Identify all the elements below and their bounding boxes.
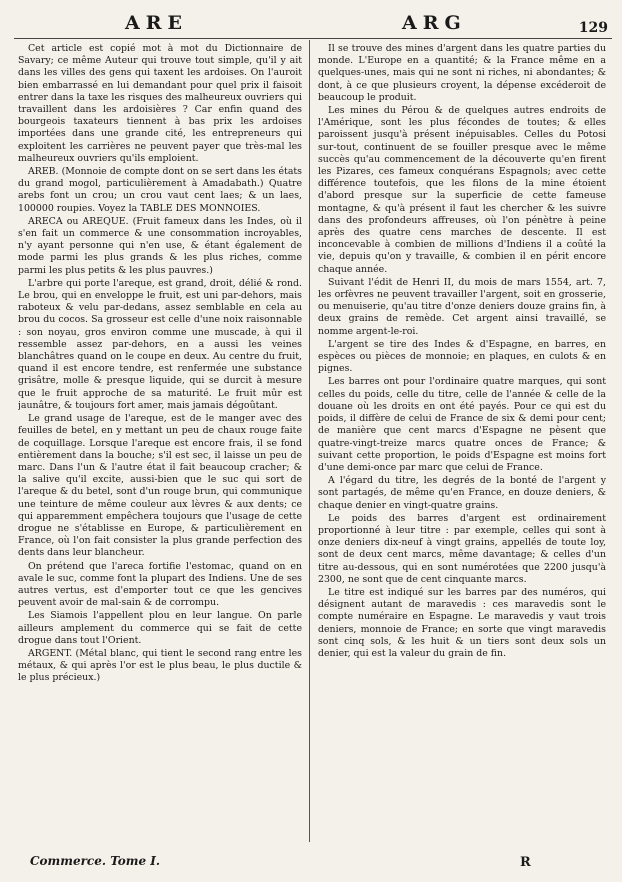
- paragraph: ARECA ou AREQUE. (Fruit fameux dans les Indes, où il s'en fait un commerce & une consommation incroyables, n'y ayant personne qui n'en use, & étant également de mode parmi les plus grands & les plus riches, comme parmi les plus petits & les plus pauvres.): [18, 215, 302, 276]
- paragraph: ARGENT. (Métal blanc, qui tient le second rang entre les métaux, & qui après l'or est le plus beau, le plus ductile & le plus précieux.): [18, 647, 302, 684]
- paragraph: Le titre est indiqué sur les barres par des numéros, qui désignent autant de maravedis : ces maravedis sont le compte numéraire en Espagne. Le maravedis y vaut trois deniers, monnoie de France; en sorte que vingt maravedis sont cinq sols, & les huit & un tiers sont deux sols un denier, qui est la valeur du grain de fin.: [318, 586, 606, 659]
- left-column: [18, 43, 302, 844]
- page-number: 129: [578, 20, 608, 36]
- paragraph: Le grand usage de l'areque, est de le manger avec des feuilles de betel, en y mettant un peu de chaux rouge faite de coquillage. Lorsque l'areque est encore frais, il se fond entièrement dans la bouche; s'il est sec, il laisse un peu de marc. Dans l'un & l'autre état il fait beaucoup cracher; & la salive qu'il excite, aussi-bien que le suc qui sort de l'areque & du betel, sont d'un rouge brun, qui communique une teinture de même couleur aux lèvres & aux dents; ce qui apparemment empêchera toujours que l'usage de cette drogue ne s'établisse en Europe, & particulièrement en France, où l'on fait consister la plus grande perfection des dents dans leur blancheur.: [18, 413, 302, 559]
- paragraph: L'arbre qui porte l'areque, est grand, droit, délié & rond. Le brou, qui en enveloppe le fruit, est uni par-dehors, mais raboteux & velu par-dedans, assez semblable en cela au brou du cocos. Sa grosseur est celle d'une noix raisonnable : son noyau, gros environ comme une muscade, à qui il ressemble assez par-dehors, en a aussi les veines blanchâtres quand on le coupe en deux. Au centre du fruit, quand il est encore tendre, est renfermée une substance grisâtre, molle & presque liquide, qui se durcit à mesure que le fruit approche de sa maturité. Le fruit mûr est jaunâtre, & toujours fort amer, mais jamais dégoûtant.: [18, 277, 302, 411]
- gathering-mark: R: [520, 855, 531, 870]
- paragraph: AREB. (Monnoie de compte dont on se sert dans les états du grand mogol, particulièrement à Amadabath.) Quatre arebs font un crou; un crou vaut cent laes; & un laes, 100000 roupies. Voyez la TABLE DES MONNOIES.: [18, 166, 302, 214]
- paragraph: Les barres ont pour l'ordinaire quatre marques, qui sont celles du poids, celle du titre, celle de l'année & celle de la douane où les droits en ont été payés. Pour ce qui est du poids, il diffère de celui de France de six & demi pour cent; de manière que cent marcs d'Espagne ne pèsent que quatre-vingt-treize marcs quatre onces de France; & suivant cette proportion, le poids d'Espagne est moins fort d'une demi-once par marc que celui de France.: [318, 376, 606, 473]
- paragraph: On prétend que l'areca fortifie l'estomac, quand on en avale le suc, comme font la plupart des Indiens. Une de ses autres vertus, est d'emporter tout ce que les gencives peuvent avoir de mal-sain & de corrompu.: [18, 560, 302, 609]
- paragraph: L'argent se tire des Indes & d'Espagne, en barres, en espèces ou pièces de monnoie; en plaques, en culots & en pignes.: [318, 338, 606, 375]
- header-rule: [14, 38, 612, 39]
- running-head-right: ARG: [402, 12, 467, 34]
- volume-signature: Commerce. Tome I.: [30, 854, 161, 868]
- paragraph: Les mines du Pérou & de quelques autres endroits de l'Amérique, sont les plus fécondes de toutes; & elles paroissent jusqu'à présent inépuisables. Celles du Potosi sur-tout, continuent de se fouiller presque avec le même succès qu'au commencement de la découverte qu'en firent les Pizares, ces fameux conquérans Espagnols; avec cette différence toutefois, que les filons de la mine étoient d'abord presque sur la superficie de cette fameuse montagne, & qu'à présent il faut les chercher & les suivre dans des profondeurs affreuses, où l'on pénètre à peine après des quatre cens marches de descente. Il est inconcevable à combien de millions d'Indiens il a coûté la vie, depuis qu'on y travaille, & combien il en périt encore chaque année.: [318, 105, 606, 275]
- paragraph: Les Siamois l'appellent plou en leur langue. On parle ailleurs amplement du commerce qui se fait de cette drogue dans tout l'Orient.: [18, 610, 302, 646]
- paragraph: Le poids des barres d'argent est ordinairement proportionné à leur titre : par exemple, celles qui sont à onze deniers dix-neuf à vingt grains, appellés de toute loy, sont de deux cent marcs, même davantage; & celles d'un titre au-dessous, qui en sont numérotées que 2200 jusqu'à 2300, ne sont que de cent cinquante marcs.: [318, 512, 606, 585]
- paragraph: A l'égard du titre, les degrés de la bonté de l'argent y sont partagés, de même qu'en France, en douze deniers, & chaque denier en vingt-quatre grains.: [318, 475, 606, 511]
- column-divider: [309, 40, 310, 842]
- paragraph: Cet article est copié mot à mot du Dictionnaire de Savary; ce même Auteur qui trouve tout simple, qu'il y ait dans les villes des gens qui taxent les ardoises. On l'auroit bien embarrassé en lui demandant pour quel prix il faisoit entrer dans la taxe les risques des malheureux ouvriers qui travaillent dans les ardoisières ? Car enfin quand des bourgeois taxateurs tiennent à bas prix les ardoises importées dans une grande cité, les entrepreneurs qui exploitent les carrières ne peuvent payer que très-mal les malheureux ouvriers qu'ils emploient.: [18, 43, 302, 164]
- paragraph: Il se trouve des mines d'argent dans les quatre parties du monde. L'Europe en a quantité; & la France même en a quelques-unes, mais qui ne sont ni riches, ni abondantes; & dont, à ce que plusieurs croyent, la dépense excéderoit de beaucoup le produit.: [318, 43, 606, 103]
- paragraph: Suivant l'édit de Henri II, du mois de mars 1554, art. 7, les orfèvres ne peuvent travailler l'argent, soit en grosserie, ou menuiserie, qu'au titre d'onze deniers douze grains fin, à deux grains de remède. Cet argent ainsi travaillé, se nomme argent-le-roi.: [318, 276, 606, 337]
- running-head-left: ARE: [125, 12, 189, 34]
- right-column: [318, 43, 606, 844]
